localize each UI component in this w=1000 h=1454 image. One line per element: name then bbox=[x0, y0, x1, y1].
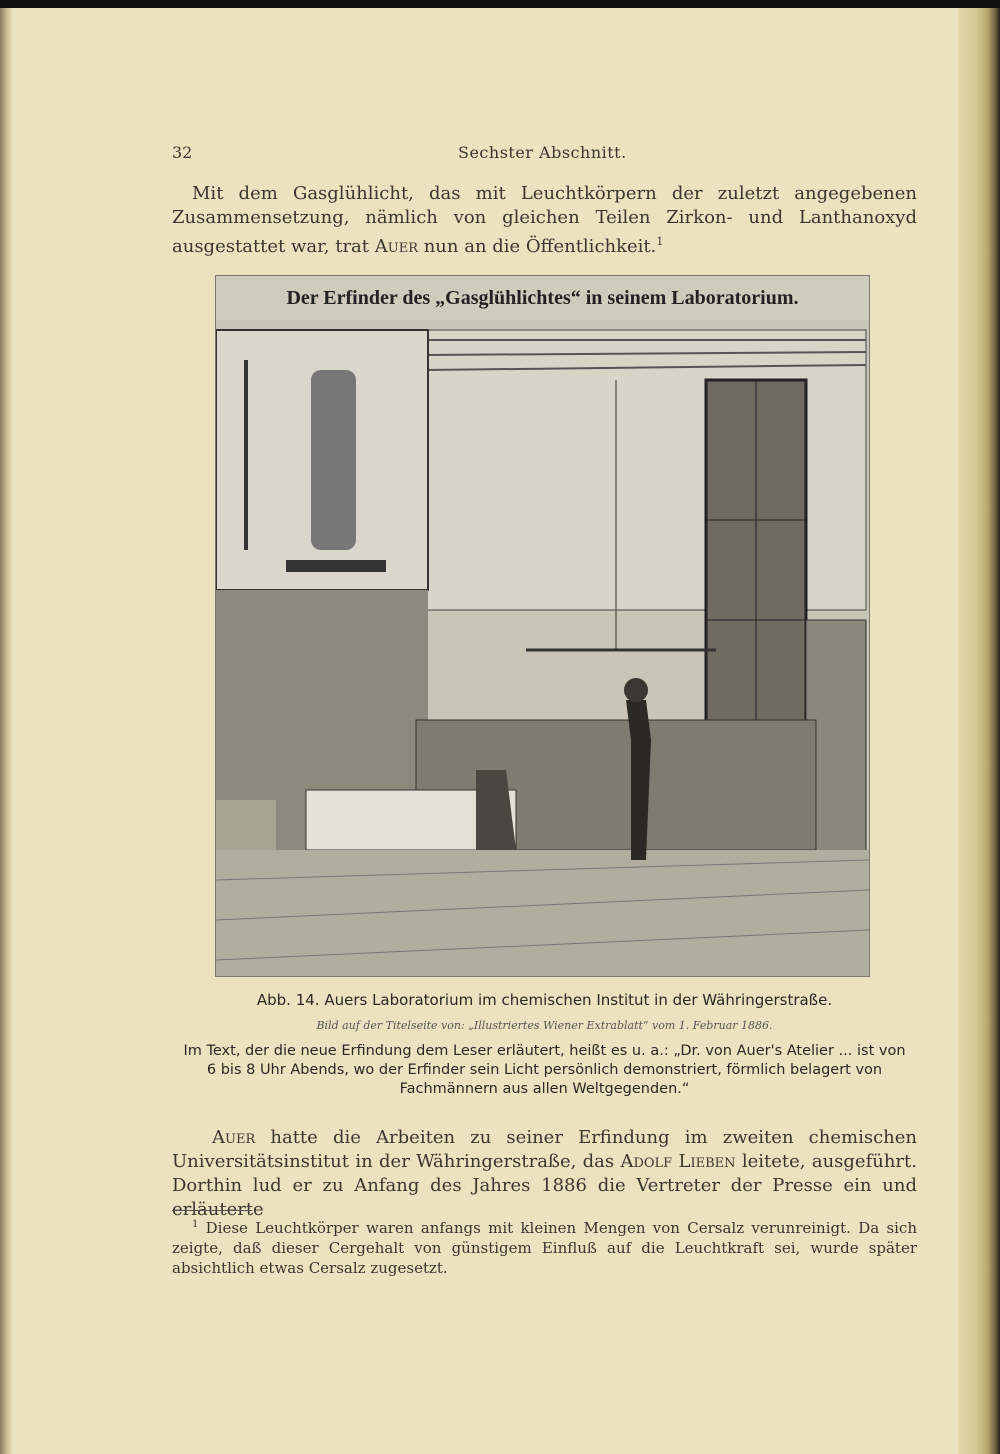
text: leitete, ausgeführt. Dorthin lud er zu Anfang des Jahres 1886 die Vertreter der Presse ein und erläuterte bbox=[172, 1151, 917, 1220]
scan-top-border bbox=[0, 0, 1000, 8]
person-name: Auer bbox=[374, 236, 418, 257]
illustration-laboratory bbox=[215, 275, 870, 977]
person-name: Adolf Lieben bbox=[620, 1151, 736, 1172]
footnote bbox=[172, 1215, 917, 1278]
figure-source: Bild auf der Titelseite von: „Illustriertes Wiener Extrablatt“ vom 1. Februar 1886. bbox=[316, 1019, 773, 1032]
text: Mit dem Gasglühlicht, das mit Leuchtkörpern der zuletzt angegebenen Zusammensetzung, nämlich von gleichen Teilen Zirkon- und Lanthanoxyd ausgestattet war, trat bbox=[172, 183, 917, 257]
engraving-laboratory-scene bbox=[216, 320, 869, 976]
footnote-mark: 1 bbox=[192, 1219, 199, 1230]
paragraph-1 bbox=[172, 182, 917, 259]
footnote-text: Diese Leuchtkörper waren anfangs mit kleinen Mengen von Cersalz verunreinigt. Da sich zeigte, daß dieser Cergehalt von günstigem Einfluß auf die Leuchtkraft sei, wurde später absichtlich etwas Cersalz zugesetzt. bbox=[172, 1219, 917, 1277]
page-number: 32 bbox=[172, 143, 193, 162]
book-gutter-edge bbox=[0, 8, 12, 1454]
paragraph-2 bbox=[172, 1126, 917, 1222]
running-head: Sechster Abschnitt. bbox=[458, 143, 627, 162]
person-name: Auer bbox=[212, 1127, 256, 1148]
footnote-rule bbox=[172, 1210, 252, 1211]
figure-description: Im Text, der die neue Erfindung dem Leser erläutert, heißt es u. a.: „Dr. von Auer's Atelier ... ist von 6 bis 8 Uhr Abends, wo der Erfinder sein Licht persönlich demonstriert, förmlich belagert von Fachmännern aus allen Weltgegenden.“ bbox=[183, 1043, 906, 1097]
illustration-title: Der Erfinder des „Gasglühlichtes“ in seinem Laboratorium. bbox=[286, 287, 799, 309]
text: nun an die Öffentlichkeit. bbox=[417, 236, 657, 257]
figure-caption: Abb. 14. Auers Laboratorium im chemischen Institut in der Währingerstraße. bbox=[256, 991, 833, 1009]
footnote-ref[interactable]: 1 bbox=[656, 235, 664, 248]
book-page-edges bbox=[958, 8, 1000, 1454]
text: hatte die Arbeiten zu seiner Erfindung im zweiten chemischen Universitätsinstitut in der Währingerstraße, das bbox=[172, 1127, 917, 1172]
